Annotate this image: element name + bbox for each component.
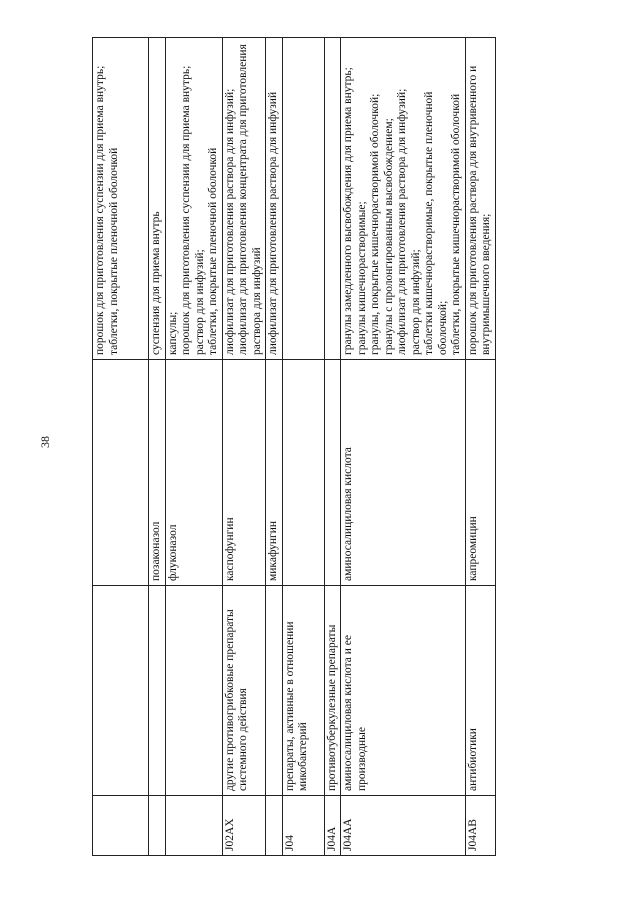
dosage-forms-cell [93,38,149,360]
atc-code-cell: J04A [324,796,341,856]
group-cell [266,586,283,796]
group-cell: антибиотики [465,586,495,796]
table-row [266,38,283,856]
dosage-form: таблетки, покрытые пленочной оболочкой [207,147,219,355]
dosage-form: таблетки, покрытые пленочной оболочкой [107,147,120,355]
atc-code-cell [165,796,222,856]
dosage-forms-cell [324,38,341,360]
table-row [324,38,341,856]
dosage-form: таблетки кишечнорастворимые, покрытые пленочной оболочкой; [423,91,449,355]
dosage-form: лиофилизат для приготовления раствора для инфузий; [223,88,236,355]
page-number: 38 [38,436,52,448]
drug-name-cell: аминосалициловая кислота [341,360,466,586]
dosage-form: гранулы кишечнорастворимые; [355,201,368,355]
group-cell: препараты, активные в отношении микобактерий [282,586,324,796]
drug-name-cell: каспофунгин [222,360,266,586]
group-cell [93,586,149,796]
dosage-forms-cell [222,38,266,360]
dosage-form: лиофилизат для приготовления раствора для инфузий [267,91,279,355]
dosage-form: гранулы, покрытые кишечнорастворимой оболочкой; [369,93,381,355]
drug-name-cell [282,360,324,586]
group-cell: аминосалициловая кислота и ее производные [341,586,466,796]
drug-name-cell [324,360,341,586]
table-row [149,38,166,856]
table-row [93,38,149,856]
dosage-form: порошок для приготовления суспензии для приема внутрь; [94,65,106,355]
dosage-forms-cell [149,38,166,360]
dosage-form: раствор для инфузий; [409,249,422,355]
dosage-form: порошок для приготовления раствора для внутривенного и внутримышечного введения; [466,65,492,355]
table-row [222,38,266,856]
drug-table-container [92,38,615,856]
table-row [165,38,222,856]
atc-code-cell [149,796,166,856]
atc-code-cell: J02AX [222,796,266,856]
drug-name-cell: капреомицин [465,360,495,586]
group-cell [165,586,222,796]
atc-code-cell [93,796,149,856]
atc-code-cell [266,796,283,856]
drug-name-cell: позаконазол [149,360,166,586]
group-cell [149,586,166,796]
dosage-form: гранулы с пролонгированным высвобождением; [382,118,395,355]
dosage-form: раствор для инфузий; [193,249,206,355]
dosage-form: порошок для приготовления суспензии для приема внутрь; [180,65,192,355]
group-cell: противотуберкулезные препараты [324,586,341,796]
dosage-forms-cell [266,38,283,360]
atc-code-cell: J04AB [465,796,495,856]
dosage-forms-cell [282,38,324,360]
atc-code-cell: J04 [282,796,324,856]
drug-name-cell: микафунгин [266,360,283,586]
table-row [341,38,466,856]
group-cell: другие противогрибковые препараты системного действия [222,586,266,796]
table-row [282,38,324,856]
dosage-form: таблетки, покрытые кишечнорастворимой оболочкой [450,93,462,355]
dosage-form: капсулы; [166,311,179,355]
atc-code-cell: J04AA [341,796,466,856]
dosage-form: лиофилизат для приготовления концентрата для приготовления раствора для инфузий [237,44,263,355]
drug-name-cell [93,360,149,586]
dosage-form: гранулы замедленного высвобождения для приема внутрь; [342,67,354,355]
dosage-forms-cell [465,38,495,360]
table-row [465,38,495,856]
dosage-forms-cell [165,38,222,360]
dosage-form: лиофилизат для приготовления раствора для инфузий; [396,88,408,355]
dosage-form: суспензия для приема внутрь [150,211,162,355]
drug-name-cell: флуконазол [165,360,222,586]
dosage-forms-cell [341,38,466,360]
drug-table [92,37,496,856]
